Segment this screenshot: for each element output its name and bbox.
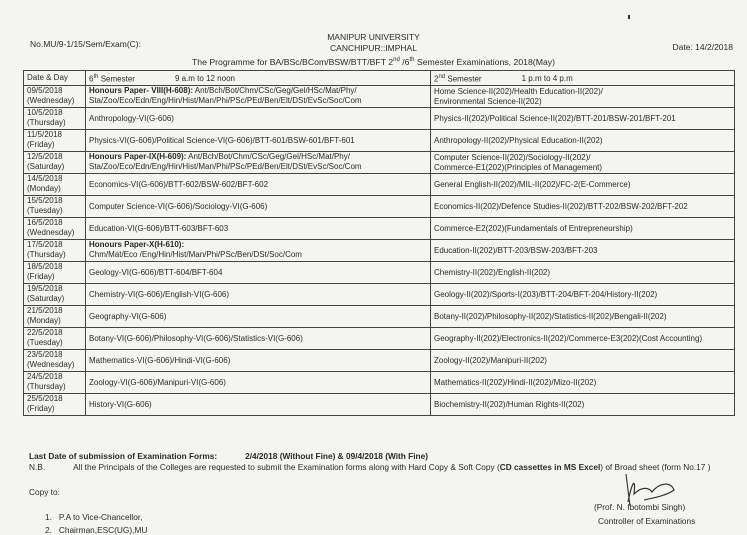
note-line — [29, 462, 710, 472]
second-semester-subjects: Computer Science-II(202)/Sociology-II(202)/ — [434, 152, 591, 162]
table-row — [24, 196, 735, 218]
second-semester-cell — [431, 108, 735, 130]
second-semester-cell — [431, 372, 735, 394]
exam-date: 16/5/2018 — [27, 218, 63, 227]
sixth-semester-subjects-cont: Chm/Mat/Eco /Eng/Hin/Hist/Man/Phi/PSc/Ben/DSt/Soc/Com — [89, 250, 302, 259]
second-semester-subjects: Geology-II(202)/Sports-I(203)/BTT-204/BFT-204/History-II(202) — [434, 289, 658, 299]
sixth-semester-cell — [86, 394, 431, 416]
exam-date: 12/5/2018 — [27, 152, 63, 161]
exam-day: (Friday) — [27, 404, 55, 413]
date-day-cell — [24, 86, 86, 108]
note-label: N.B. — [29, 462, 46, 472]
second-semester-cell — [431, 240, 735, 262]
exam-day: (Monday) — [27, 316, 61, 325]
signatory-name: (Prof. N. Ibotombi Singh) — [594, 502, 686, 512]
reference-number: No.MU/9-1/15/Sem/Exam(C): — [30, 39, 141, 49]
table-row — [24, 86, 735, 108]
exam-day: (Thursday) — [27, 118, 66, 127]
date-day-cell — [24, 284, 86, 306]
sixth-semester-cell — [86, 108, 431, 130]
exam-date: 23/5/2018 — [27, 350, 63, 359]
sixth-semester-cell — [86, 240, 431, 262]
honours-paper-label: Honours Paper- VIII(H-608): — [89, 86, 194, 95]
table-row — [24, 174, 735, 196]
table-row — [24, 394, 735, 416]
sixth-semester-subjects: History-VI(G-606) — [89, 399, 152, 409]
header-sixth-semester: 6th Semester 9 a.m to 12 noon — [86, 71, 431, 86]
sixth-semester-cell — [86, 174, 431, 196]
sixth-semester-cell — [86, 284, 431, 306]
exam-date: 25/5/2018 — [27, 394, 63, 403]
sixth-semester-cell — [86, 86, 431, 108]
programme-title-mid: /6 — [399, 57, 410, 67]
date-day-cell — [24, 152, 86, 174]
copy-to-label: Copy to: — [29, 487, 60, 497]
date-day-cell — [24, 328, 86, 350]
second-semester-subjects: Botany-II(202)/Philosophy-II(202)/Statistics-II(202)/Bengali-II(202) — [434, 311, 667, 321]
second-semester-cell — [431, 262, 735, 284]
second-semester-subjects: General English-II(202)/MIL-II(202)/FC-2(E-Commerce) — [434, 179, 631, 189]
table-row — [24, 350, 735, 372]
table-header-row — [24, 71, 735, 86]
table-row — [24, 130, 735, 152]
programme-title-sup1: nd — [393, 57, 400, 64]
sixth-semester-subjects: Physics-VI(G-606)/Political Science-VI(G-606)/BTT-601/BSW-601/BFT-601 — [89, 135, 355, 145]
second-semester-subjects-cont: Environmental Science-II(202) — [434, 96, 542, 106]
sixth-semester-cell — [86, 152, 431, 174]
sixth-semester-subjects: Computer Science-VI(G-606)/Sociology-VI(G-606) — [89, 201, 268, 211]
table-row — [24, 262, 735, 284]
exam-day: (Tuesday) — [27, 338, 63, 347]
table-row — [24, 108, 735, 130]
sixth-semester-cell — [86, 372, 431, 394]
sixth-semester-subjects: Zoology-VI(G-606)/Manipuri-VI(G-606) — [89, 377, 226, 387]
sixth-semester-subjects: Education-VI(G-606)/BTT-603/BFT-603 — [89, 223, 229, 233]
second-semester-subjects: Anthropology-II(202)/Physical Education-II(202) — [434, 135, 603, 145]
sixth-semester-subjects: Economics-VI(G-606)/BTT-602/BSW-602/BFT-602 — [89, 179, 269, 189]
sixth-semester-cell — [86, 328, 431, 350]
exam-date: 17/5/2018 — [27, 240, 63, 249]
exam-date: 14/5/2018 — [27, 174, 63, 183]
exam-day: (Wednesday) — [27, 228, 75, 237]
date-day-cell — [24, 372, 86, 394]
note-text-1: All the Principals of the Colleges are requested to submit the Examination forms along with Hard Copy & Soft Copy ( — [73, 462, 500, 472]
header-date-day: Date & Day — [24, 71, 86, 86]
exam-day: (Saturday) — [27, 294, 65, 303]
sixth-semester-subjects: Ant/Bch/Bot/Chm/CSc/Geg/Gel/HSc/Mat/Phy/ — [193, 86, 357, 95]
exam-date: 19/5/2018 — [27, 284, 63, 293]
second-semester-subjects: Home Science-II(202)/Health Education-II(202)/ — [434, 86, 603, 96]
exam-day: (Friday) — [27, 140, 55, 149]
second-semester-cell — [431, 328, 735, 350]
second-semester-subjects-cont: Commerce-E1(202)(Principles of Management) — [434, 162, 603, 172]
date-day-cell — [24, 196, 86, 218]
last-date-value: 2/4/2018 (Without Fine) & 09/4/2018 (With Fine) — [245, 451, 428, 461]
sixth-semester-subjects: Chemistry-VI(G-606)/English-VI(G-606) — [89, 289, 230, 299]
sixth-semester-cell — [86, 218, 431, 240]
exam-day: (Tuesday) — [27, 206, 63, 215]
date-day-cell — [24, 130, 86, 152]
date-day-cell — [24, 394, 86, 416]
issue-date: Date: 14/2/2018 — [672, 42, 733, 52]
table-row — [24, 218, 735, 240]
second-semester-cell — [431, 218, 735, 240]
sixth-semester-subjects-cont: Sta/Zoo/Eco/Edn/Eng/Hin/Hist/Man/Phi/PSc/PEd/Ben/Elt/DSt/EvSc/Soc/Com — [89, 96, 362, 105]
second-semester-cell — [431, 152, 735, 174]
second-semester-time: 1 p.m to 4 p.m — [521, 74, 573, 84]
table-row — [24, 152, 735, 174]
date-day-cell — [24, 262, 86, 284]
exam-date: 15/5/2018 — [27, 196, 63, 205]
sixth-semester-cell — [86, 350, 431, 372]
header-second-semester: 2nd Semester 1 p.m to 4 p.m — [431, 71, 735, 86]
honours-paper-label: Honours Paper-IX(H-609): — [89, 152, 187, 161]
second-semester-subjects: Chemistry-II(202)/English-II(202) — [434, 267, 551, 277]
exam-day: (Thursday) — [27, 382, 66, 391]
second-semester-cell — [431, 394, 735, 416]
second-semester-subjects: Mathematics-II(202)/Hindi-II(202)/Mizo-II(202) — [434, 377, 597, 387]
ink-mark — [628, 15, 630, 19]
second-semester-subjects: Physics-II(202)/Political Science-II(202)/BTT-201/BSW-201/BFT-201 — [434, 113, 676, 123]
second-semester-cell — [431, 130, 735, 152]
date-day-cell — [24, 350, 86, 372]
sixth-semester-cell — [86, 196, 431, 218]
signatory-title: Controller of Examinations — [598, 516, 696, 526]
date-day-cell — [24, 174, 86, 196]
date-day-cell — [24, 306, 86, 328]
copy-recipient: 1. P.A to Vice-Chancellor, — [45, 512, 143, 522]
second-semester-subjects: Economics-II(202)/Defence Studies-II(202)/BTT-202/BSW-202/BFT-202 — [434, 201, 688, 211]
sixth-semester-subjects: Geology-VI(G-606)/BTT-604/BFT-604 — [89, 267, 223, 277]
programme-title-post: Semester Examinations, 2018(May) — [414, 57, 556, 67]
exam-date: 11/5/2018 — [27, 130, 62, 139]
second-semester-cell — [431, 350, 735, 372]
programme-title-pre: The Programme for BA/BSc/BCom/BSW/BTT/BFT 2 — [191, 57, 394, 67]
second-semester-subjects: Commerce-E2(202)(Fundamentals of Entrepreneurship) — [434, 223, 633, 233]
second-semester-subjects: Geography-II(202)/Electronics-II(202)/Commerce-E3(202)(Cost Accounting) — [434, 333, 703, 343]
sixth-semester-cell — [86, 306, 431, 328]
second-semester-cell — [431, 86, 735, 108]
sixth-semester-subjects: Ant/Bch/Bot/Chm/CSc/Geg/Gel/HSc/Mat/Phy/ — [186, 152, 350, 161]
programme-title-sup2: th — [409, 57, 415, 64]
sixth-semester-subjects: Geography-VI(G-606) — [89, 311, 167, 321]
table-row — [24, 372, 735, 394]
exam-day: (Wednesday) — [27, 360, 75, 369]
table-row — [24, 284, 735, 306]
exam-date: 24/5/2018 — [27, 372, 63, 381]
second-semester-cell — [431, 284, 735, 306]
second-semester-subjects: Biochemistry-II(202)/Human Rights-II(202) — [434, 399, 585, 409]
exam-schedule-table — [23, 70, 735, 416]
sixth-semester-cell — [86, 262, 431, 284]
second-semester-cell — [431, 196, 735, 218]
second-semester-cell — [431, 306, 735, 328]
exam-day: (Monday) — [27, 184, 61, 193]
second-semester-subjects: Education-II(202)/BTT-203/BSW-203/BFT-203 — [434, 245, 598, 255]
exam-day: (Thursday) — [27, 250, 66, 259]
university-city: CANCHIPUR::IMPHAL — [330, 43, 417, 53]
last-date-label: Last Date of submission of Examination Forms: — [29, 451, 218, 461]
sixth-semester-subjects-cont: Sta/Zoo/Eco/Edn/Eng/Hin/Hist/Man/Phi/PSc/PEd/Ben/Elt/DSt/EvSc/Soc/Com — [89, 162, 362, 171]
table-row — [24, 306, 735, 328]
exam-date: 09/5/2018 — [27, 86, 63, 95]
date-day-cell — [24, 108, 86, 130]
note-text-2: ) of Broad sheet (form No.17 ) — [600, 462, 711, 472]
exam-day: (Friday) — [27, 272, 55, 281]
sixth-semester-time: 9 a.m to 12 noon — [174, 74, 235, 84]
exam-date: 22/5/2018 — [27, 328, 63, 337]
copy-recipient: 2. Chairman,ESC(UG),MU — [45, 525, 148, 535]
exam-date: 18/5/2018 — [27, 262, 63, 271]
second-semester-cell — [431, 174, 735, 196]
exam-date: 21/5/2018 — [27, 306, 63, 315]
sixth-semester-cell — [86, 130, 431, 152]
exam-day: (Saturday) — [27, 162, 65, 171]
last-date-line — [29, 451, 428, 461]
sixth-semester-subjects: Anthropology-VI(G-606) — [89, 113, 174, 123]
honours-paper-label: Honours Paper-X(H-610): — [89, 240, 185, 249]
table-row — [24, 328, 735, 350]
university-name: MANIPUR UNIVERSITY — [327, 32, 420, 42]
note-text-bold: CD cassettes in MS Excel — [499, 462, 601, 472]
exam-day: (Wednesday) — [27, 96, 75, 105]
date-day-cell — [24, 240, 86, 262]
sixth-semester-subjects: Botany-VI(G-606)/Philosophy-VI(G-606)/Statistics-VI(G-606) — [89, 333, 303, 343]
table-row — [24, 240, 735, 262]
sixth-semester-subjects: Mathematics-VI(G-606)/Hindi-VI(G-606) — [89, 355, 231, 365]
exam-date: 10/5/2018 — [27, 108, 63, 117]
programme-title — [0, 57, 747, 67]
second-semester-subjects: Zoology-II(202)/Manipuri-II(202) — [434, 355, 547, 365]
date-day-cell — [24, 218, 86, 240]
